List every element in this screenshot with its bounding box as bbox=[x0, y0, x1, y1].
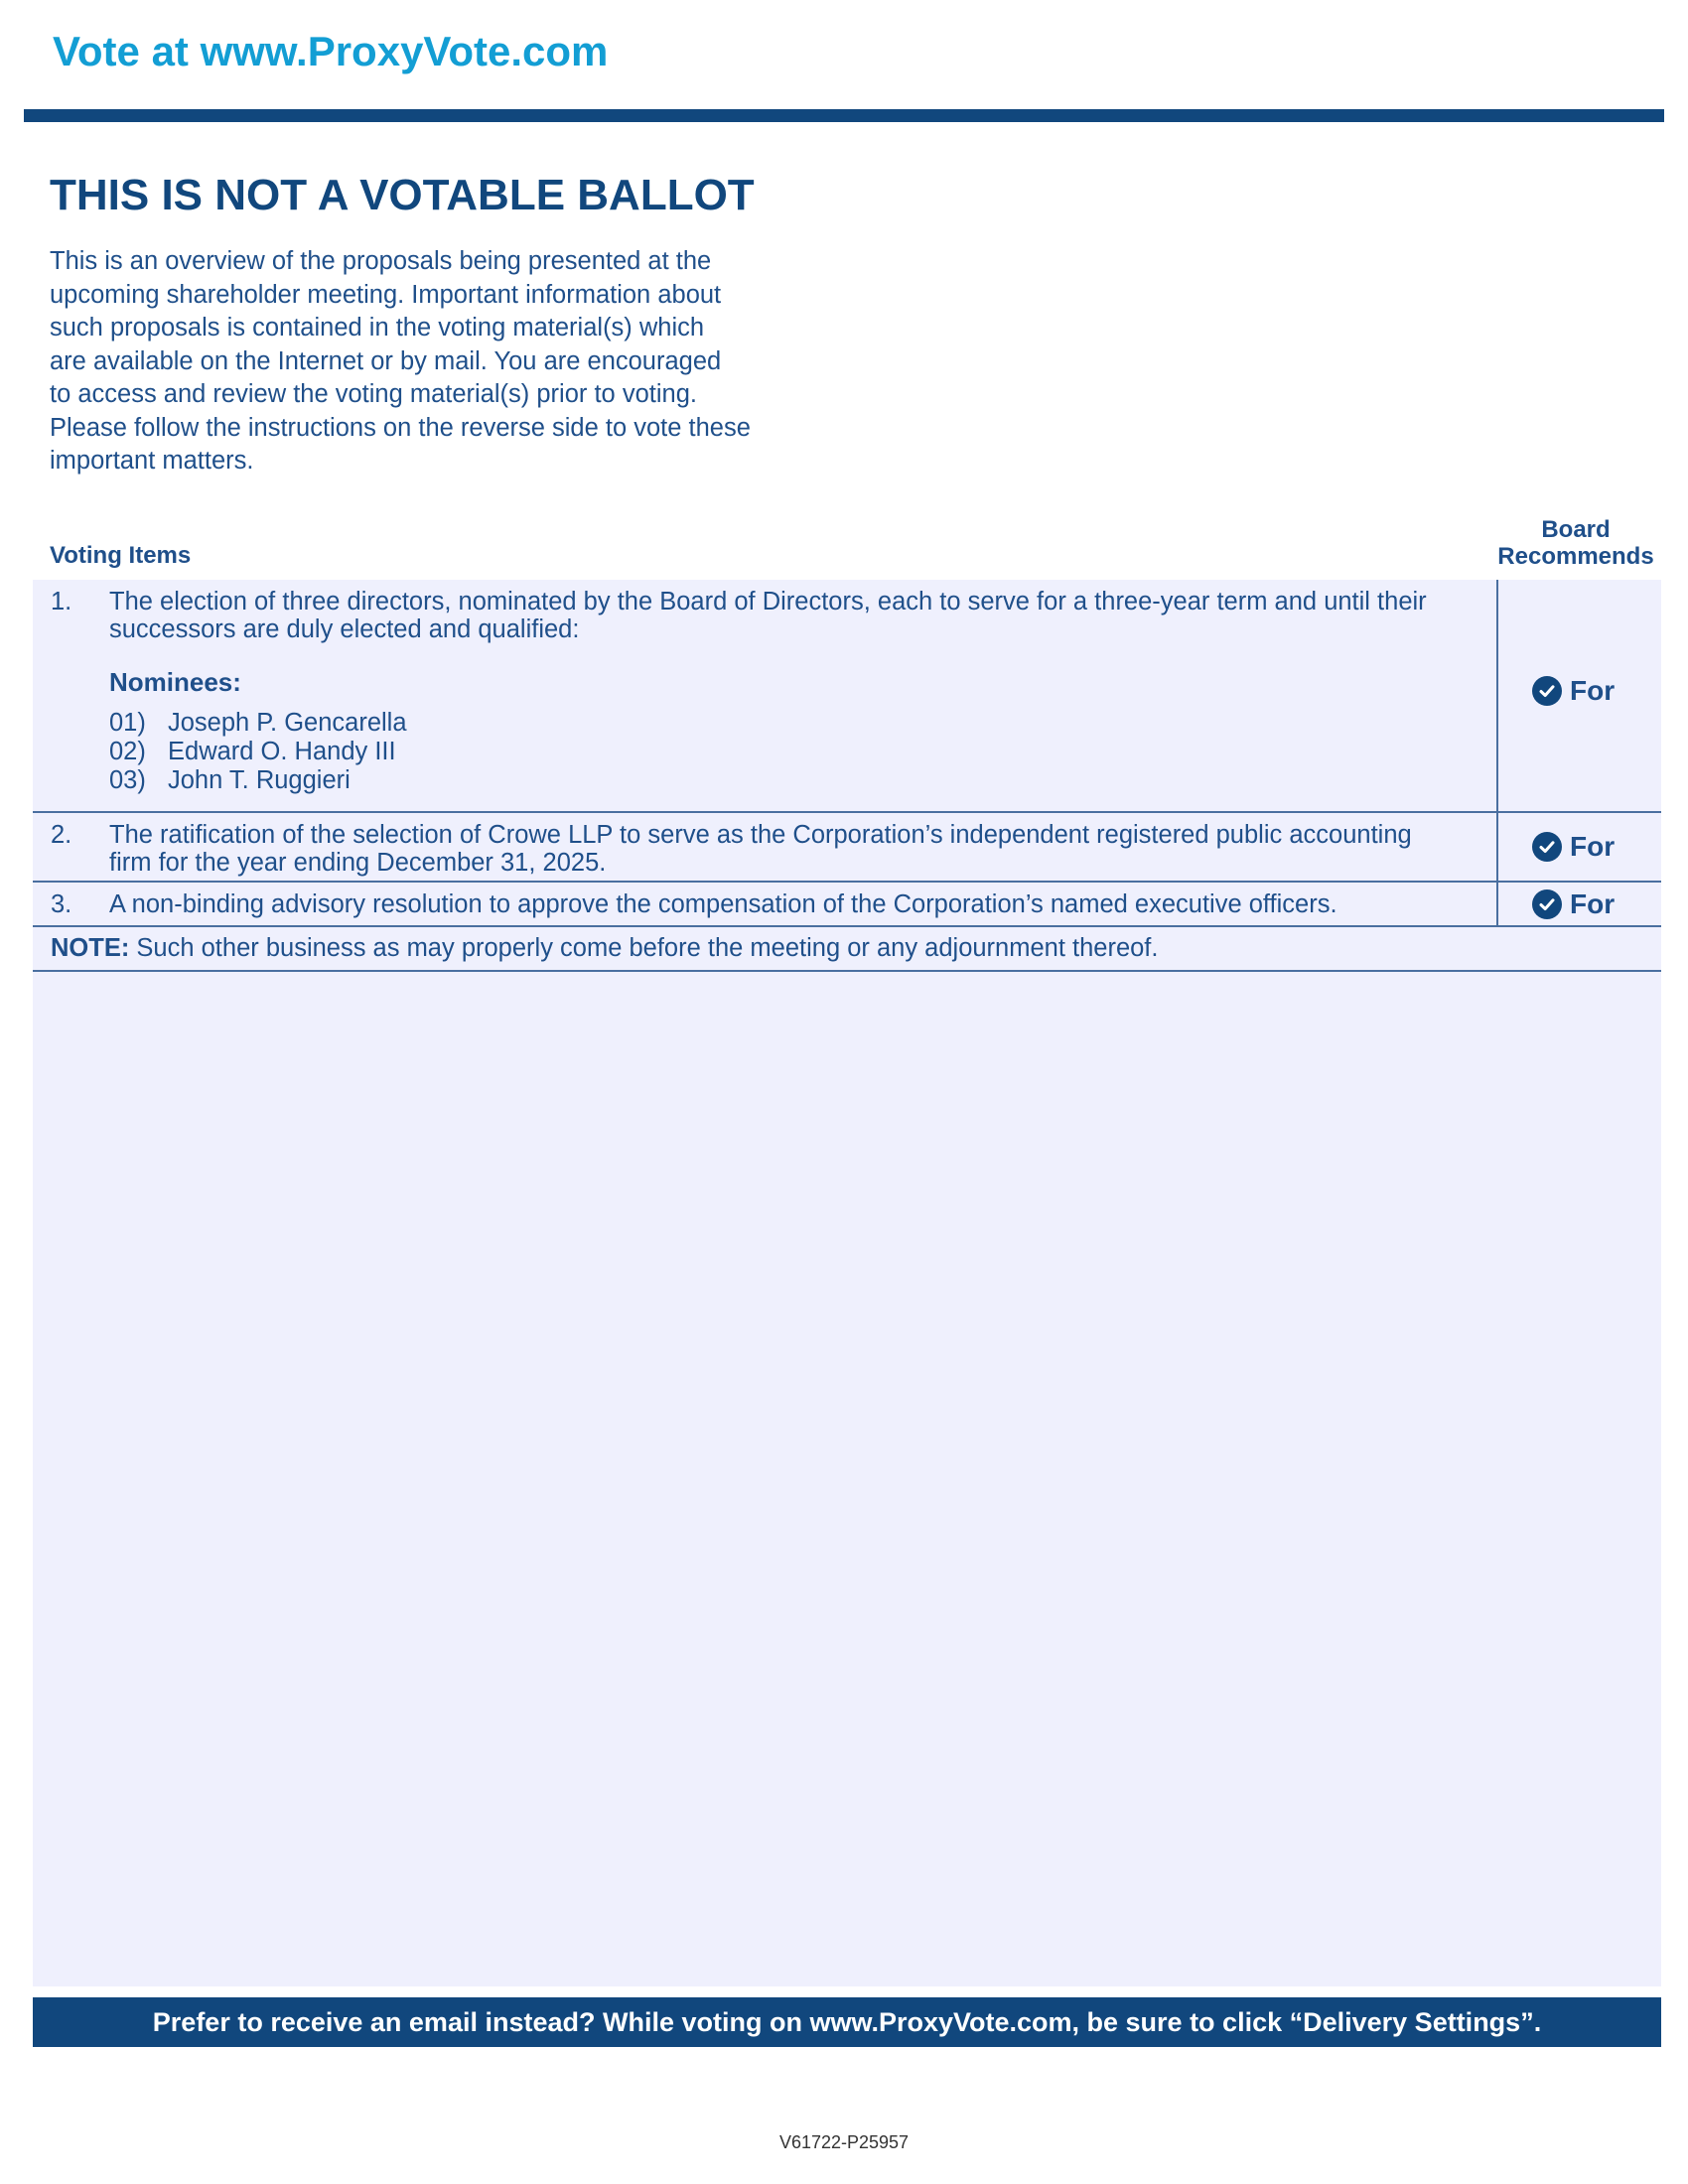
item-text-line: A non-binding advisory resolution to approve the compensation of the Corporation’s named executive officers. bbox=[109, 890, 1337, 918]
voting-item-2 bbox=[33, 813, 1661, 883]
page-title: THIS IS NOT A VOTABLE BALLOT bbox=[50, 171, 755, 219]
item-text bbox=[109, 890, 1519, 918]
document-code: V61722-P25957 bbox=[778, 2132, 910, 2152]
item-number: 1. bbox=[51, 588, 72, 615]
intro-line: to access and review the voting material(s) prior to voting. bbox=[50, 380, 697, 408]
intro-line: This is an overview of the proposals being presented at the bbox=[50, 247, 712, 275]
item-text-line: firm for the year ending December 31, 2025. bbox=[109, 849, 607, 877]
nominee-number: 03) bbox=[109, 766, 146, 794]
voting-item-1 bbox=[33, 580, 1661, 813]
item-number: 2. bbox=[51, 821, 72, 849]
item-text-line: successors are duly elected and qualified: bbox=[109, 615, 580, 643]
note-label: NOTE: bbox=[51, 934, 130, 962]
nominee bbox=[109, 738, 396, 766]
intro-paragraph bbox=[50, 245, 804, 478]
nominee-number: 01) bbox=[109, 709, 146, 737]
nominee-name: Joseph P. Gencarella bbox=[168, 709, 407, 737]
item-text-line: The ratification of the selection of Crowe LLP to serve as the Corporation’s independent registered public accounting bbox=[109, 821, 1412, 849]
item-text-line: The election of three directors, nominated by the Board of Directors, each to serve for a three-year term and until their bbox=[109, 588, 1427, 615]
delivery-settings-banner bbox=[33, 1997, 1661, 2047]
nominees-title: Nominees: bbox=[109, 667, 241, 697]
intro-line: important matters. bbox=[50, 447, 254, 475]
check-circle-icon bbox=[1532, 889, 1562, 919]
note-body: Such other business as may properly come before the meeting or any adjournment thereof. bbox=[129, 934, 1159, 962]
board-recommendation bbox=[1500, 888, 1659, 920]
check-circle-icon bbox=[1532, 676, 1562, 706]
nominee-name: John T. Ruggieri bbox=[168, 766, 351, 794]
check-circle-icon bbox=[1532, 832, 1562, 862]
board-recommends-header bbox=[1486, 516, 1665, 570]
nominee-number: 02) bbox=[109, 738, 146, 765]
item-number: 3. bbox=[51, 890, 72, 918]
note-row bbox=[33, 927, 1661, 972]
recommendation-label: For bbox=[1570, 831, 1616, 862]
voting-items-header: Voting Items bbox=[50, 542, 192, 569]
recommendation-label: For bbox=[1570, 675, 1616, 706]
note-text bbox=[51, 934, 1158, 963]
intro-line: such proposals is contained in the voting material(s) which bbox=[50, 314, 705, 341]
vote-website-link[interactable]: Vote at www.ProxyVote.com bbox=[53, 28, 609, 74]
recommendation-label: For bbox=[1570, 888, 1616, 919]
item-text bbox=[109, 588, 1519, 643]
nominee bbox=[109, 709, 407, 738]
banner-text: Prefer to receive an email instead? While voting on www.ProxyVote.com, be sure to click “Delivery Settings”. bbox=[152, 2006, 1542, 2037]
intro-line: Please follow the instructions on the reverse side to vote these bbox=[50, 413, 751, 442]
board-recommendation bbox=[1500, 831, 1659, 863]
header-divider bbox=[24, 109, 1664, 122]
nominee-name: Edward O. Handy III bbox=[168, 738, 396, 765]
voting-item-3 bbox=[33, 883, 1661, 927]
intro-line: are available on the Internet or by mail. You are encouraged bbox=[50, 346, 722, 375]
item-text bbox=[109, 821, 1519, 877]
board-recommendation bbox=[1500, 675, 1659, 707]
nominee bbox=[109, 766, 351, 795]
intro-line: upcoming shareholder meeting. Important information about bbox=[50, 280, 722, 309]
board-header-line: Recommends bbox=[1497, 543, 1654, 570]
board-header-line: Board bbox=[1541, 516, 1611, 543]
